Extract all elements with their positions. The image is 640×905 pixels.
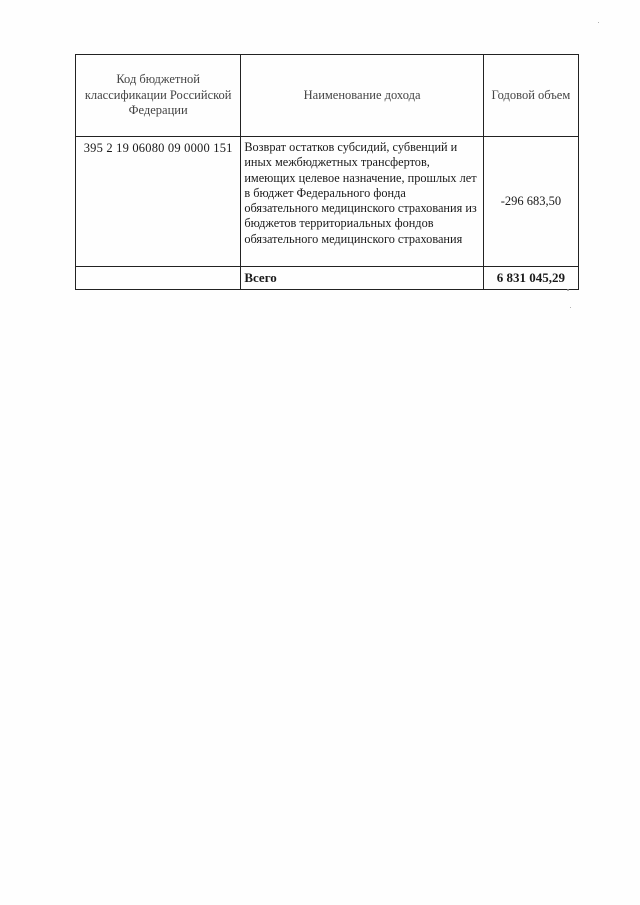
total-volume: 6 831 045,29 bbox=[483, 267, 578, 290]
header-name: Наименование дохода bbox=[241, 55, 483, 137]
total-row bbox=[76, 267, 579, 290]
total-code-cell bbox=[76, 267, 241, 290]
header-volume: Годовой объем bbox=[483, 55, 578, 137]
table-row bbox=[76, 137, 579, 267]
revenue-table bbox=[75, 54, 579, 290]
scan-speck bbox=[567, 289, 569, 291]
cell-name: Возврат остатков субсидий, субвенций и иных межбюджетных трансфертов, имеющих целевое назначение, прошлых лет в бюджет Федерального фонда обязательного медицинского страхования из бюджетов территориальных фондов обязательного медицинского страхования bbox=[241, 137, 483, 267]
total-label: Всего bbox=[241, 267, 483, 290]
cell-code: 395 2 19 06080 09 0000 151 bbox=[76, 137, 241, 267]
scan-speck bbox=[570, 307, 571, 308]
table-header-row bbox=[76, 55, 579, 137]
cell-volume: -296 683,50 bbox=[483, 137, 578, 267]
header-code: Код бюджетной классификации Российской Федерации bbox=[76, 55, 241, 137]
scan-speck bbox=[598, 22, 599, 23]
